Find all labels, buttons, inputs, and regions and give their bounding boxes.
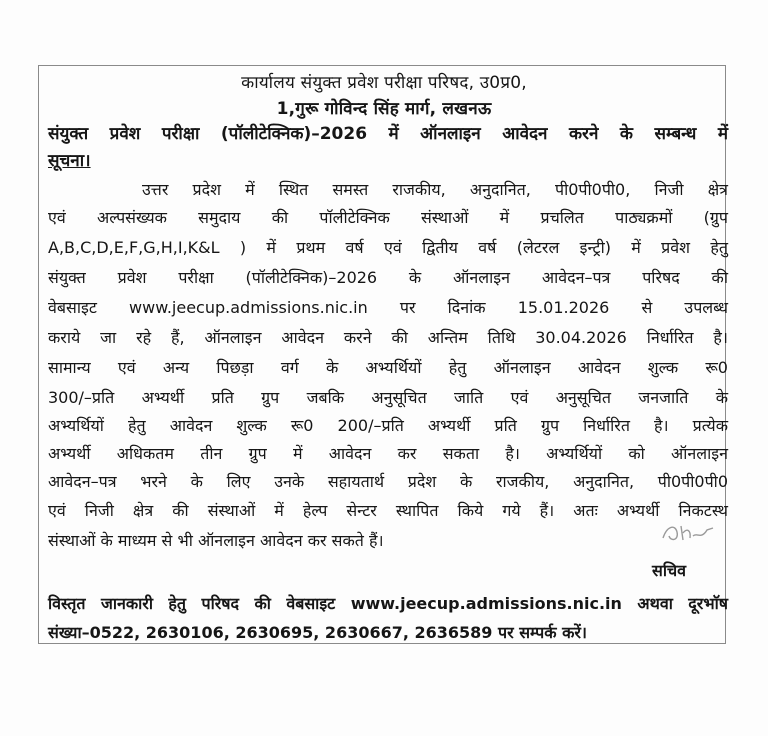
body-line: A,B,C,D,E,F,G,H,I,K&L ) में प्रथम वर्ष एवं द्वितीय वर्ष (लेटरल इन्ट्री) में प्रवेश हेतु [48, 238, 728, 257]
subject-line: संयुक्त प्रवेश परीक्षा (पॉलीटेक्निक)–2026 में ऑनलाइन आवेदन करने के सम्बन्ध में [48, 124, 728, 144]
body-line: अभ्यर्थियों हेतु आवेदन शुल्क रू0 200/–प्रति अभ्यर्थी प्रति ग्रुप निर्धारित है। प्रत्येक [48, 416, 728, 435]
body-line: वेबसाइट www.jeecup.admissions.nic.in पर दिनांक 15.01.2026 से उपलब्ध [48, 298, 728, 317]
body-line: एवं अल्पसंख्यक समुदाय की पॉलीटेक्निक संस्थाओं में प्रचलित पाठ्यक्रमों (ग्रुप [48, 208, 728, 227]
office-address: 1,गुरू गोविन्द सिंह मार्ग, लखनऊ [276, 99, 492, 119]
body-line: कराये जा रहे हैं, ऑनलाइन आवेदन करने की अन्तिम तिथि 30.04.2026 निर्धारित है। [48, 328, 728, 347]
subject-line-continued: सूचना। [48, 151, 91, 171]
footer-info-line: विस्तृत जानकारी हेतु परिषद की वेबसाइट www.jeecup.admissions.nic.in अथवा दूरभाॅष [48, 594, 728, 613]
body-line: उत्तर प्रदेश में स्थित समस्त राजकीय, अनुदानित, पी0पी0पी0, निजी क्षेत्र [142, 180, 728, 199]
body-line: सामान्य एवं अन्य पिछड़ा वर्ग के अभ्यर्थियों हेतु ऑनलाइन आवेदन शुल्क रू0 [48, 358, 728, 377]
signatory-title: सचिव [652, 561, 687, 580]
body-line: एवं निजी क्षेत्र की संस्थाओं में हेल्प सेन्टर स्थापित किये गये हैं। अतः अभ्यर्थी निकटस्थ [48, 501, 728, 520]
footer-contact-line: संख्या–0522, 2630106, 2630695, 2630667, 2636589 पर सम्पर्क करें। [48, 623, 587, 642]
body-line: संस्थाओं के माध्यम से भी ऑनलाइन आवेदन कर सकते हैं। [48, 531, 384, 550]
body-line: अभ्यर्थी अधिकतम तीन ग्रुप में आवेदन कर सकता है। अभ्यर्थियों को ऑनलाइन [48, 444, 728, 463]
office-name: कार्यालय संयुक्त प्रवेश परीक्षा परिषद, उ0प्र0, [241, 73, 527, 93]
body-line: 300/–प्रति अभ्यर्थी प्रति ग्रुप जबकि अनुसूचित जाति एवं अनुसूचित जनजाति के [48, 388, 728, 407]
body-line: संयुक्त प्रवेश परीक्षा (पॉलीटेक्निक)–2026 के ऑनलाइन आवेदन–पत्र परिषद की [48, 268, 728, 287]
handwritten-signature [657, 518, 717, 548]
body-line: आवेदन–पत्र भरने के लिए उनके सहायतार्थ प्रदेश के राजकीय, अनुदानित, पी0पी0पी0 [48, 472, 728, 491]
